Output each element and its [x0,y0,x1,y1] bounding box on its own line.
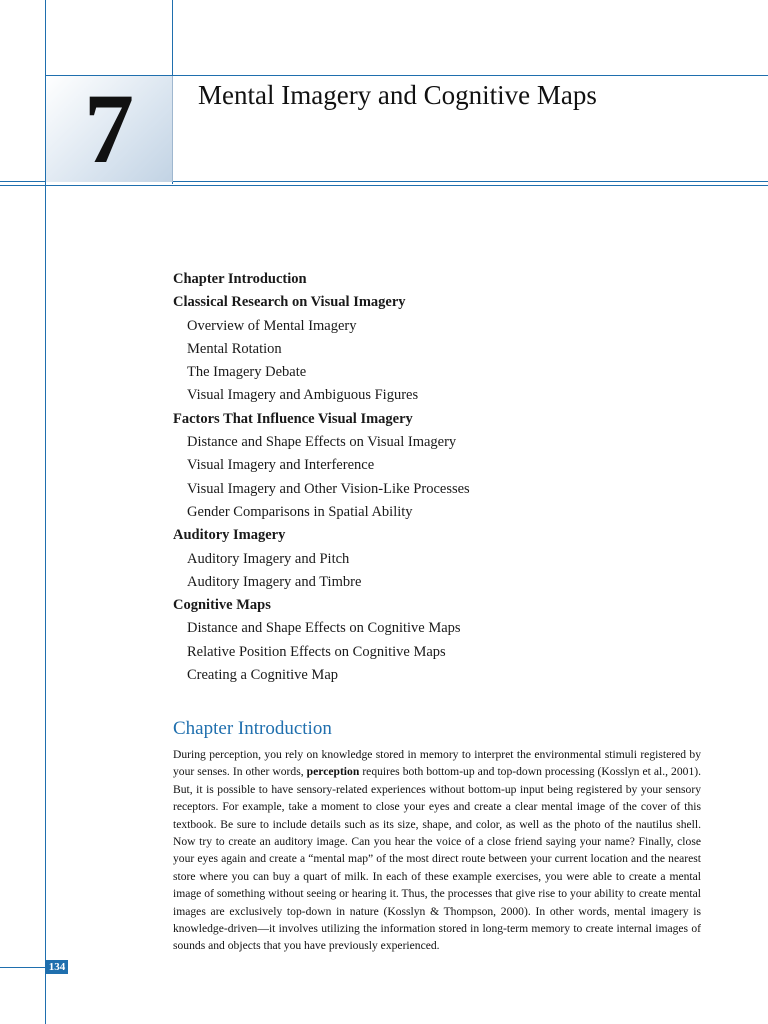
outline-section: Classical Research on Visual Imagery [173,294,406,311]
outline-subsection: Distance and Shape Effects on Cognitive Maps [187,620,461,637]
outline-section: Cognitive Maps [173,597,271,614]
key-term-perception: perception [306,765,360,779]
outline-subsection: Visual Imagery and Other Vision-Like Processes [187,480,470,497]
outline-subsection: Auditory Imagery and Timbre [187,573,362,590]
outline-section: Factors That Influence Visual Imagery [173,410,413,427]
outline-subsection: The Imagery Debate [187,364,307,381]
page-number: 134 [46,960,68,974]
outline-section: Chapter Introduction [173,271,307,287]
paragraph-text-end: requires both bottom-up and top-down processing (Kosslyn et al., 2001). But, it is possible to have sensory-related experiences without bottom-up input being registered by your sensory receptors. For example, take a moment to close your eyes and create a clear mental image of the cover of this textbook. Be sure to include details such as its size, shape, and color, as well as the photo of the nautilus shell. Now try to create an auditory image. Can you hear the voice of a close friend saying your name? Finally, close your eyes again and create a “mental map” of the most direct route between your current location and the nearest store where you can buy a quart of milk. In each of these example exercises, you were able to create a mental image of something without seeing or hearing it. Thus, the processes that give rise to your ability to create mental images are exclusively top-down in nature (Kosslyn & Thompson, 2000). In other words, mental imagery is knowledge-driven—it involves utilizing the information stored in long-term memory to create internal images of sounds and objects that you have previously experienced. [173,765,701,953]
chapter-number: 7 [84,73,134,184]
outline-subsection: Mental Rotation [187,340,282,357]
outline-subsection: Visual Imagery and Interference [187,457,375,474]
outline-subsection: Visual Imagery and Ambiguous Figures [187,387,419,404]
section-heading: Chapter Introduction [173,718,332,739]
footer-rule [0,967,46,968]
header-double-rule-2 [0,185,768,186]
paragraph-text-start: During perception, you rely on knowledge stored in memory to interpret the environmental stimuli registered by your senses. In other words, [173,748,701,779]
chapter-number-box [46,73,173,184]
outline-subsection: Overview of Mental Imagery [187,317,357,334]
outline-subsection: Relative Position Effects on Cognitive Maps [187,643,446,660]
outline-section: Auditory Imagery [173,527,286,544]
outline-subsection: Creating a Cognitive Map [187,667,339,684]
chapter-outline [173,268,470,687]
outline-subsection: Auditory Imagery and Pitch [187,550,350,567]
intro-paragraph [173,746,701,955]
chapter-title: Mental Imagery and Cognitive Maps [198,80,597,110]
outline-subsection: Gender Comparisons in Spatial Ability [187,503,413,520]
outline-subsection: Distance and Shape Effects on Visual Imagery [187,434,457,451]
